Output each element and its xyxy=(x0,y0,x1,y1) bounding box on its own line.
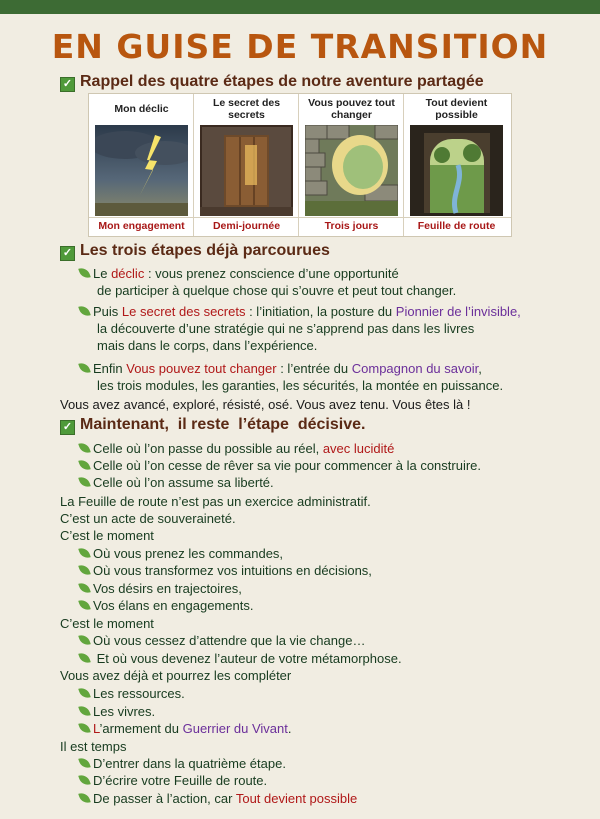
step-card-4 xyxy=(404,94,509,236)
step-title: Le secret des secrets xyxy=(212,97,281,121)
leaf-icon xyxy=(78,475,91,489)
list-item: D’entrer dans la quatrième étape. xyxy=(80,755,286,772)
list-item: Vos désirs en trajectoires, xyxy=(80,580,242,597)
step-title: Tout devient possible xyxy=(425,97,488,121)
summary-text: Vous avez avancé, exploré, résisté, osé. Vous avez tenu. Vous êtes là ! xyxy=(60,397,471,412)
old-wooden-door-image xyxy=(200,125,293,216)
leaf-icon xyxy=(78,704,91,718)
leaf-icon xyxy=(78,458,91,472)
checkbox-icon: ✓ xyxy=(60,77,75,92)
list-item: Vos élans en engagements. xyxy=(80,597,253,614)
list-item-text: la découverte d’une stratégie qui ne s’apprend pas dans les livres xyxy=(97,321,475,336)
step-card-1 xyxy=(89,94,194,236)
page-title: EN GUISE DE TRANSITION xyxy=(51,27,549,66)
leaf-icon xyxy=(78,441,91,455)
door-to-garden-image xyxy=(410,125,503,216)
list-item-change: Enfin Vous pouvez tout changer : l’entrée du Compagnon du savoir, xyxy=(80,360,482,377)
leaf-icon xyxy=(78,563,91,577)
step-label: Mon engagement xyxy=(98,220,185,232)
section-heading-decisive: ✓ Maintenant, il reste l’étape décisive. xyxy=(60,415,365,435)
list-item-text: les trois modules, les garanties, les sécurités, la montée en puissance. xyxy=(97,378,504,393)
list-item: Où vous transformez vos intuitions en décisions, xyxy=(80,562,372,579)
leaf-icon xyxy=(78,304,91,318)
step-label: Trois jours xyxy=(324,220,379,232)
storm-lightning-image xyxy=(95,125,188,216)
step-title: Vous pouvez tout changer xyxy=(308,97,395,121)
leaf-icon xyxy=(78,266,91,280)
step-label: Feuille de route xyxy=(417,220,496,232)
checkbox-icon: ✓ xyxy=(60,420,75,435)
list-item: D’écrire votre Feuille de route. xyxy=(80,772,267,789)
section-heading-done: ✓ Les trois étapes déjà parcourues xyxy=(60,241,330,261)
leaf-icon xyxy=(78,773,91,787)
leaf-icon xyxy=(78,361,91,375)
list-item: Où vous prenez les commandes, xyxy=(80,545,283,562)
paragraph-line: C’est le moment xyxy=(60,616,154,631)
list-item-secret: Puis Le secret des secrets : l’initiation, la posture du Pionnier de l’invisible, xyxy=(80,303,521,320)
paragraph-line: Vous avez déjà et pourrez les compléter xyxy=(60,668,292,683)
broken-stone-wall-image xyxy=(305,125,398,216)
steps-table xyxy=(88,93,512,237)
list-item-declic: Le déclic : vous prenez conscience d’une opportunité xyxy=(80,265,399,282)
section-heading-recall: ✓ Rappel des quatre étapes de notre aventure partagée xyxy=(60,72,484,92)
step-title: Mon déclic xyxy=(114,103,169,115)
paragraph-line: C’est le moment xyxy=(60,528,154,543)
list-item: Celle où l’on passe du possible au réel, avec lucidité xyxy=(80,440,394,457)
list-item: Les vivres. xyxy=(80,703,155,720)
leaf-icon xyxy=(78,633,91,647)
paragraph-line: Il est temps xyxy=(60,739,127,754)
step-label: Demi-journée xyxy=(212,220,281,232)
step-card-3 xyxy=(299,94,404,236)
paragraph-line: C’est un acte de souveraineté. xyxy=(60,511,236,526)
list-item: Celle où l’on cesse de rêver sa vie pour commencer à la construire. xyxy=(80,457,481,474)
list-item: Les ressources. xyxy=(80,685,185,702)
paragraph-line: La Feuille de route n’est pas un exercice administratif. xyxy=(60,494,371,509)
leaf-icon xyxy=(78,756,91,770)
list-item: Celle où l’on assume sa liberté. xyxy=(80,474,274,491)
list-item: Où vous cessez d’attendre que la vie change… xyxy=(80,632,365,649)
leaf-icon xyxy=(78,598,91,612)
top-bar xyxy=(0,0,600,14)
list-item: L’armement du Guerrier du Vivant. xyxy=(80,720,292,737)
list-item: Et où vous devenez l’auteur de votre métamorphose. xyxy=(80,650,402,667)
list-item: De passer à l’action, car Tout devient possible xyxy=(80,790,357,807)
step-card-2 xyxy=(194,94,299,236)
leaf-icon xyxy=(78,581,91,595)
list-item-text: mais dans le corps, dans l’expérience. xyxy=(97,338,318,353)
leaf-icon xyxy=(78,791,91,805)
leaf-icon xyxy=(78,686,91,700)
leaf-icon xyxy=(78,546,91,560)
list-item-text: de participer à quelque chose qui s’ouvre et peut tout changer. xyxy=(97,283,457,298)
checkbox-icon: ✓ xyxy=(60,246,75,261)
leaf-icon xyxy=(78,721,91,735)
leaf-icon xyxy=(78,651,91,665)
